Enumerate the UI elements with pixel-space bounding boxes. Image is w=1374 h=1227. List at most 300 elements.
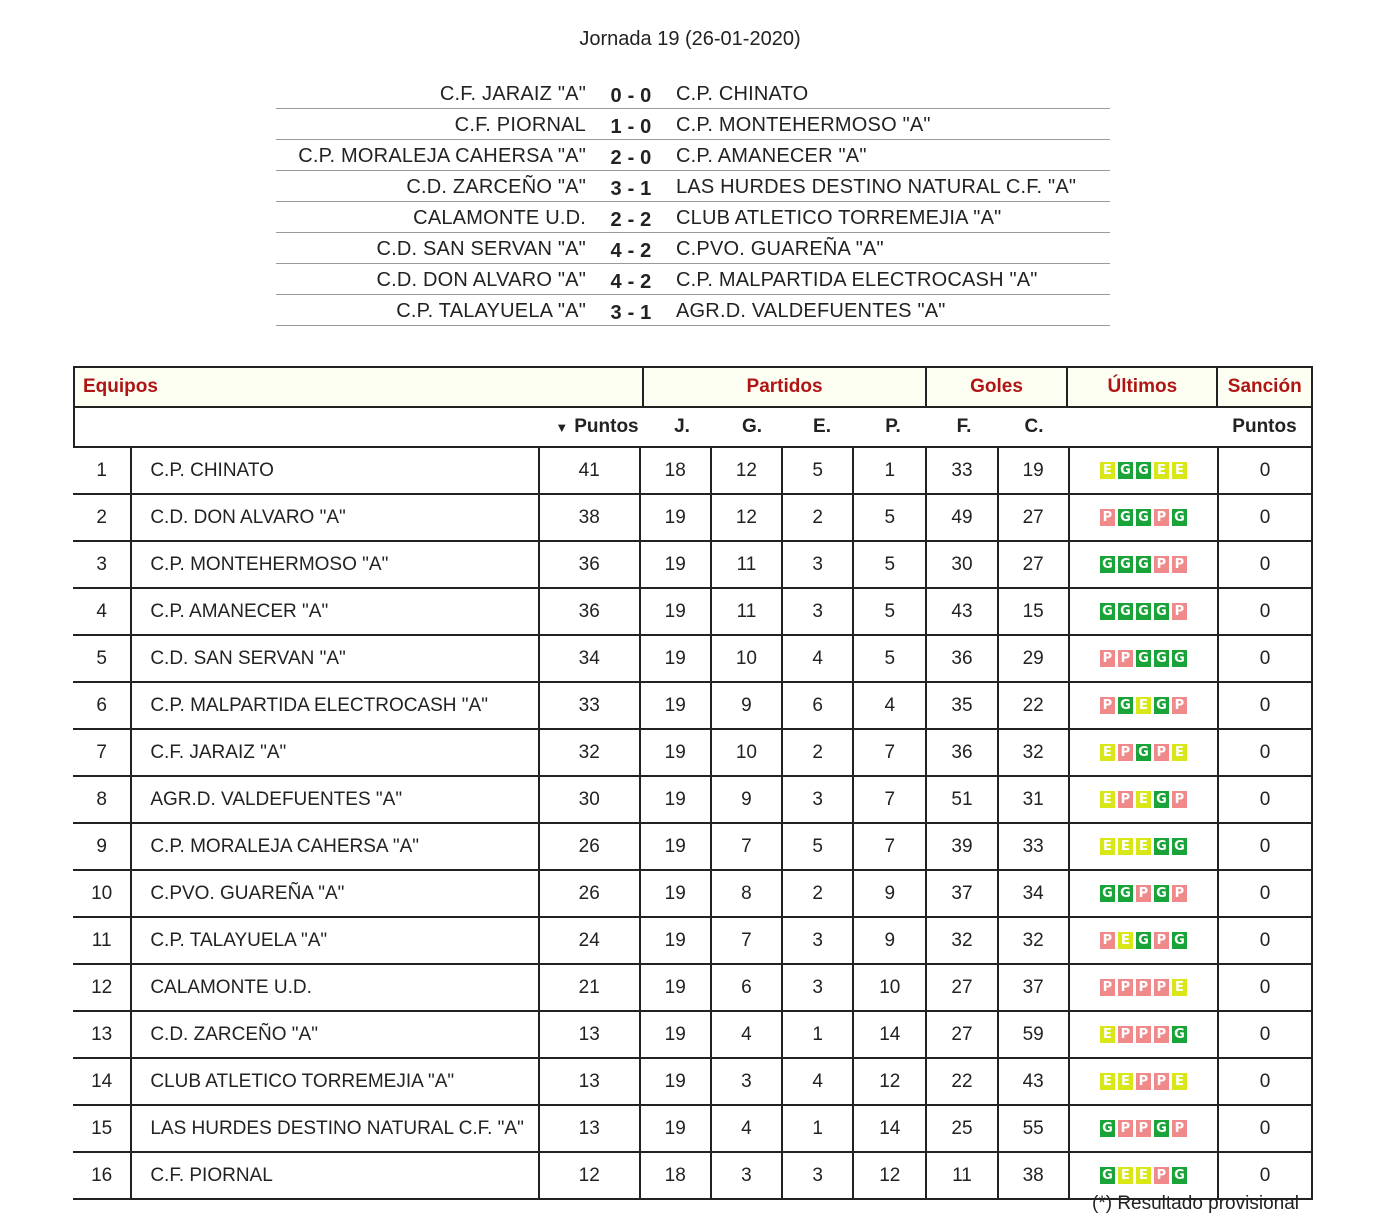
column-c[interactable]: C. (1024, 416, 1044, 437)
result-badge-e: E (1136, 838, 1151, 855)
sanction-points: 0 (1219, 1153, 1313, 1198)
result-badge-p: P (1154, 556, 1169, 573)
match-score: 4 - 2 (610, 271, 652, 293)
result-badge-g: G (1154, 650, 1169, 667)
sanction-points: 0 (1219, 965, 1313, 1010)
sanction-points: 0 (1219, 636, 1313, 681)
goals-against: 34 (999, 871, 1070, 916)
match-row (276, 264, 1110, 295)
played: 19 (641, 730, 712, 775)
sanction-points: 0 (1219, 730, 1313, 775)
match-score: 2 - 0 (610, 147, 652, 169)
played: 19 (641, 824, 712, 869)
header-partidos: Partidos (644, 368, 927, 406)
goals-against: 22 (999, 683, 1070, 728)
won: 8 (712, 871, 783, 916)
points: 32 (540, 730, 641, 775)
result-badge-g: G (1100, 1167, 1115, 1184)
result-badge-p: P (1118, 650, 1133, 667)
match-score: 3 - 1 (610, 178, 652, 200)
result-badge-g: G (1118, 556, 1133, 573)
goals-against: 59 (999, 1012, 1070, 1057)
home-team: C.F. JARAIZ "A" (439, 83, 586, 105)
table-row (73, 1012, 1313, 1059)
result-badge-g: G (1136, 509, 1151, 526)
played: 19 (641, 918, 712, 963)
position: 8 (96, 788, 107, 810)
result-badge-p: P (1154, 1026, 1169, 1043)
goals-against: 55 (999, 1106, 1070, 1151)
points: 26 (540, 824, 641, 869)
position: 5 (96, 647, 107, 669)
goals-against: 37 (999, 965, 1070, 1010)
table-row (73, 824, 1313, 871)
last-results (1070, 683, 1219, 728)
result-badge-e: E (1100, 791, 1115, 808)
last-results (1070, 542, 1219, 587)
result-badge-e: E (1100, 838, 1115, 855)
home-team: C.D. DON ALVARO "A" (376, 269, 586, 291)
goals-for: 39 (927, 824, 998, 869)
result-badge-g: G (1172, 838, 1187, 855)
footnote: (*) Resultado provisional (1092, 1193, 1299, 1214)
position: 1 (96, 459, 107, 481)
result-badge-p: P (1100, 932, 1115, 949)
position: 7 (96, 741, 107, 763)
result-badge-g: G (1172, 650, 1187, 667)
last-results (1070, 730, 1219, 775)
result-badge-g: G (1154, 885, 1169, 902)
result-badge-g: G (1118, 509, 1133, 526)
lost: 7 (854, 777, 927, 822)
column-p[interactable]: P. (885, 416, 901, 437)
lost: 10 (854, 965, 927, 1010)
drawn: 2 (783, 871, 854, 916)
position: 15 (91, 1117, 113, 1139)
result-badge-g: G (1154, 791, 1169, 808)
won: 9 (712, 683, 783, 728)
result-badge-g: G (1136, 932, 1151, 949)
goals-for: 36 (927, 636, 998, 681)
page-title: Jornada 19 (26-01-2020) (579, 28, 801, 50)
played: 19 (641, 1106, 712, 1151)
sanction-points: 0 (1219, 871, 1313, 916)
goals-against: 27 (999, 495, 1070, 540)
result-badge-p: P (1136, 1120, 1151, 1137)
result-badge-g: G (1172, 1167, 1187, 1184)
points: 30 (540, 777, 641, 822)
result-badge-g: G (1172, 509, 1187, 526)
result-badge-p: P (1118, 744, 1133, 761)
points: 21 (540, 965, 641, 1010)
drawn: 3 (783, 918, 854, 963)
played: 19 (641, 542, 712, 587)
won: 4 (712, 1012, 783, 1057)
won: 4 (712, 1106, 783, 1151)
goals-for: 30 (927, 542, 998, 587)
table-body (73, 448, 1313, 1200)
result-badge-p: P (1172, 603, 1187, 620)
lost: 7 (854, 730, 927, 775)
goals-for: 25 (927, 1106, 998, 1151)
goals-for: 32 (927, 918, 998, 963)
played: 19 (641, 1012, 712, 1057)
sanction-points: 0 (1219, 824, 1313, 869)
last-results (1070, 1106, 1219, 1151)
table-row (73, 683, 1313, 730)
column-j[interactable]: J. (674, 416, 690, 437)
result-badge-g: G (1172, 932, 1187, 949)
goals-for: 36 (927, 730, 998, 775)
result-badge-p: P (1100, 650, 1115, 667)
result-badge-e: E (1172, 1073, 1187, 1090)
team-name[interactable]: C.P. CHINATO (130, 448, 539, 493)
points: 13 (540, 1106, 641, 1151)
position: 16 (91, 1164, 113, 1186)
lost: 9 (854, 918, 927, 963)
lost: 5 (854, 542, 927, 587)
team-name[interactable]: CALAMONTE U.D. (130, 965, 539, 1010)
result-badge-g: G (1100, 885, 1115, 902)
points: 13 (540, 1012, 641, 1057)
result-badge-e: E (1172, 744, 1187, 761)
sanction-points: 0 (1219, 683, 1313, 728)
result-badge-g: G (1154, 603, 1169, 620)
team-name[interactable]: C.P. MALPARTIDA ELECTROCASH "A" (130, 683, 539, 728)
drawn: 2 (783, 730, 854, 775)
goals-for: 35 (927, 683, 998, 728)
result-badge-g: G (1100, 1120, 1115, 1137)
sanction-points: 0 (1219, 495, 1313, 540)
result-badge-p: P (1154, 509, 1169, 526)
won: 10 (712, 730, 783, 775)
position: 3 (96, 553, 107, 575)
team-name[interactable]: AGR.D. VALDEFUENTES "A" (130, 777, 539, 822)
result-badge-g: G (1100, 603, 1115, 620)
sanction-points: 0 (1219, 589, 1313, 634)
last-results (1070, 589, 1219, 634)
match-row (276, 171, 1110, 202)
goals-for: 22 (927, 1059, 998, 1104)
goals-against: 27 (999, 542, 1070, 587)
lost: 1 (854, 448, 927, 493)
team-name[interactable]: C.F. JARAIZ "A" (130, 730, 539, 775)
won: 7 (712, 824, 783, 869)
result-badge-e: E (1136, 1167, 1151, 1184)
lost: 12 (854, 1059, 927, 1104)
header-sancion: Sanción (1227, 376, 1302, 397)
result-badge-p: P (1172, 791, 1187, 808)
away-team: LAS HURDES DESTINO NATURAL C.F. "A" (676, 176, 1077, 198)
won: 11 (712, 589, 783, 634)
home-team: CALAMONTE U.D. (413, 207, 586, 229)
lost: 14 (854, 1012, 927, 1057)
team-name[interactable]: C.P. AMANECER "A" (130, 589, 539, 634)
position: 4 (96, 600, 107, 622)
position: 13 (91, 1023, 113, 1045)
won: 12 (712, 495, 783, 540)
drawn: 4 (783, 1059, 854, 1104)
sanction-points: 0 (1219, 777, 1313, 822)
result-badge-p: P (1172, 556, 1187, 573)
drawn: 5 (783, 824, 854, 869)
drawn: 5 (783, 448, 854, 493)
sanction-points: 0 (1219, 1012, 1313, 1057)
table-row (73, 918, 1313, 965)
lost: 12 (854, 1153, 927, 1198)
team-name[interactable]: C.PVO. GUAREÑA "A" (130, 871, 539, 916)
result-badge-e: E (1100, 1073, 1115, 1090)
result-badge-p: P (1118, 1026, 1133, 1043)
result-badge-e: E (1172, 979, 1187, 996)
goals-against: 33 (999, 824, 1070, 869)
away-team: C.P. MONTEHERMOSO "A" (676, 114, 931, 136)
won: 11 (712, 542, 783, 587)
goals-for: 49 (927, 495, 998, 540)
played: 19 (641, 495, 712, 540)
goals-against: 19 (999, 448, 1070, 493)
match-row (276, 295, 1110, 326)
last-results (1070, 1059, 1219, 1104)
last-results (1070, 918, 1219, 963)
team-name[interactable]: C.D. ZARCEÑO "A" (130, 1012, 539, 1057)
match-row (276, 78, 1110, 109)
result-badge-g: G (1154, 1120, 1169, 1137)
table-row (73, 1106, 1313, 1153)
match-score: 2 - 2 (610, 209, 652, 231)
match-score: 1 - 0 (610, 116, 652, 138)
result-badge-e: E (1136, 697, 1151, 714)
last-results (1070, 824, 1219, 869)
last-results (1070, 636, 1219, 681)
sanction-points: 0 (1219, 918, 1313, 963)
result-badge-p: P (1172, 697, 1187, 714)
result-badge-e: E (1136, 791, 1151, 808)
position: 2 (96, 506, 107, 528)
drawn: 6 (783, 683, 854, 728)
column-e[interactable]: E. (813, 416, 831, 437)
position: 10 (91, 882, 113, 904)
result-badge-p: P (1154, 744, 1169, 761)
column-g[interactable]: G. (741, 416, 763, 437)
lost: 4 (854, 683, 927, 728)
table-row (73, 1059, 1313, 1106)
lost: 9 (854, 871, 927, 916)
result-badge-p: P (1136, 1073, 1151, 1090)
team-name[interactable]: C.F. PIORNAL (130, 1153, 539, 1198)
played: 19 (641, 777, 712, 822)
result-badge-p: P (1118, 1120, 1133, 1137)
points: 33 (540, 683, 641, 728)
lost: 5 (854, 495, 927, 540)
goals-for: 51 (927, 777, 998, 822)
header-ultimos: Últimos (1068, 368, 1218, 406)
position: 14 (91, 1070, 113, 1092)
last-results (1070, 871, 1219, 916)
points: 38 (540, 495, 641, 540)
goals-for: 37 (927, 871, 998, 916)
team-name[interactable]: C.P. MORALEJA CAHERSA "A" (130, 824, 539, 869)
goals-against: 32 (999, 918, 1070, 963)
match-score: 3 - 1 (610, 302, 652, 324)
points: 34 (540, 636, 641, 681)
away-team: CLUB ATLETICO TORREMEJIA "A" (676, 207, 1002, 229)
result-badge-g: G (1100, 556, 1115, 573)
drawn: 1 (783, 1106, 854, 1151)
goals-against: 29 (999, 636, 1070, 681)
result-badge-p: P (1100, 509, 1115, 526)
drawn: 3 (783, 777, 854, 822)
drawn: 1 (783, 1012, 854, 1057)
result-badge-e: E (1172, 462, 1187, 479)
match-score: 4 - 2 (610, 240, 652, 262)
match-row (276, 140, 1110, 171)
table-row (73, 448, 1313, 495)
result-badge-g: G (1154, 838, 1169, 855)
team-name[interactable]: C.P. TALAYUELA "A" (130, 918, 539, 963)
column-f[interactable]: F. (956, 416, 972, 437)
home-team: C.D. ZARCEÑO "A" (406, 176, 586, 198)
played: 19 (641, 683, 712, 728)
match-row (276, 109, 1110, 140)
position: 6 (96, 694, 107, 716)
table-column-header (73, 408, 1313, 448)
lost: 7 (854, 824, 927, 869)
won: 3 (712, 1153, 783, 1198)
lost: 5 (854, 636, 927, 681)
played: 19 (641, 965, 712, 1010)
goals-for: 33 (927, 448, 998, 493)
result-badge-p: P (1100, 979, 1115, 996)
result-badge-p: P (1172, 1120, 1187, 1137)
table-row (73, 965, 1313, 1012)
column-puntos: Puntos (574, 416, 639, 437)
sanction-points: 0 (1219, 542, 1313, 587)
header-goles: Goles (927, 368, 1068, 406)
result-badge-g: G (1118, 603, 1133, 620)
result-badge-p: P (1172, 885, 1187, 902)
won: 12 (712, 448, 783, 493)
away-team: C.P. CHINATO (676, 83, 809, 105)
won: 7 (712, 918, 783, 963)
points: 41 (540, 448, 641, 493)
result-badge-g: G (1154, 697, 1169, 714)
result-badge-e: E (1118, 932, 1133, 949)
result-badge-g: G (1136, 744, 1151, 761)
goals-against: 38 (999, 1153, 1070, 1198)
table-group-header (73, 366, 1313, 408)
result-badge-e: E (1154, 462, 1169, 479)
points: 36 (540, 542, 641, 587)
last-results (1070, 777, 1219, 822)
result-badge-p: P (1154, 1073, 1169, 1090)
played: 19 (641, 589, 712, 634)
results-list (276, 78, 1110, 326)
team-name[interactable]: LAS HURDES DESTINO NATURAL C.F. "A" (130, 1106, 539, 1151)
sanction-points: 0 (1219, 1106, 1313, 1151)
sanction-points: 0 (1219, 1059, 1313, 1104)
standings-table (73, 366, 1313, 1200)
result-badge-e: E (1100, 744, 1115, 761)
result-badge-e: E (1118, 1073, 1133, 1090)
won: 10 (712, 636, 783, 681)
away-team: C.P. AMANECER "A" (676, 145, 867, 167)
away-team: C.P. MALPARTIDA ELECTROCASH "A" (676, 269, 1038, 291)
points: 24 (540, 918, 641, 963)
goals-for: 11 (927, 1153, 998, 1198)
result-badge-p: P (1100, 697, 1115, 714)
played: 18 (641, 1153, 712, 1198)
team-name[interactable]: C.D. DON ALVARO "A" (130, 495, 539, 540)
table-row (73, 589, 1313, 636)
result-badge-e: E (1118, 838, 1133, 855)
drawn: 3 (783, 589, 854, 634)
won: 3 (712, 1059, 783, 1104)
position: 12 (91, 976, 113, 998)
goals-for: 27 (927, 965, 998, 1010)
last-results (1070, 1153, 1219, 1198)
table-row (73, 871, 1313, 918)
drawn: 2 (783, 495, 854, 540)
points: 36 (540, 589, 641, 634)
result-badge-g: G (1172, 1026, 1187, 1043)
sort-by-puntos[interactable] (547, 408, 647, 446)
result-badge-p: P (1136, 1026, 1151, 1043)
result-badge-e: E (1100, 1026, 1115, 1043)
played: 19 (641, 636, 712, 681)
result-badge-e: E (1100, 462, 1115, 479)
match-row (276, 233, 1110, 264)
won: 9 (712, 777, 783, 822)
result-badge-p: P (1154, 1167, 1169, 1184)
result-badge-g: G (1136, 556, 1151, 573)
home-team: C.P. TALAYUELA "A" (396, 300, 586, 322)
drawn: 3 (783, 965, 854, 1010)
played: 19 (641, 871, 712, 916)
goals-against: 15 (999, 589, 1070, 634)
result-badge-p: P (1118, 791, 1133, 808)
result-badge-e: E (1118, 1167, 1133, 1184)
table-row (73, 636, 1313, 683)
match-score: 0 - 0 (610, 85, 652, 107)
drawn: 4 (783, 636, 854, 681)
team-name[interactable]: CLUB ATLETICO TORREMEJIA "A" (130, 1059, 539, 1104)
goals-against: 32 (999, 730, 1070, 775)
home-team: C.P. MORALEJA CAHERSA "A" (298, 145, 586, 167)
played: 19 (641, 1059, 712, 1104)
match-row (276, 202, 1110, 233)
result-badge-p: P (1154, 932, 1169, 949)
goals-against: 43 (999, 1059, 1070, 1104)
sort-down-icon: ▼ (555, 419, 569, 435)
home-team: C.F. PIORNAL (454, 114, 586, 136)
team-name[interactable]: C.P. MONTEHERMOSO "A" (130, 542, 539, 587)
home-team: C.D. SAN SERVAN "A" (376, 238, 586, 260)
last-results (1070, 448, 1219, 493)
points: 12 (540, 1153, 641, 1198)
result-badge-p: P (1118, 979, 1133, 996)
table-row (73, 542, 1313, 589)
drawn: 3 (783, 1153, 854, 1198)
team-name[interactable]: C.D. SAN SERVAN "A" (130, 636, 539, 681)
result-badge-g: G (1136, 603, 1151, 620)
result-badge-g: G (1136, 462, 1151, 479)
position: 11 (91, 929, 112, 951)
result-badge-g: G (1118, 462, 1133, 479)
column-sancion-puntos[interactable]: Puntos (1232, 416, 1297, 437)
won: 6 (712, 965, 783, 1010)
result-badge-g: G (1118, 885, 1133, 902)
